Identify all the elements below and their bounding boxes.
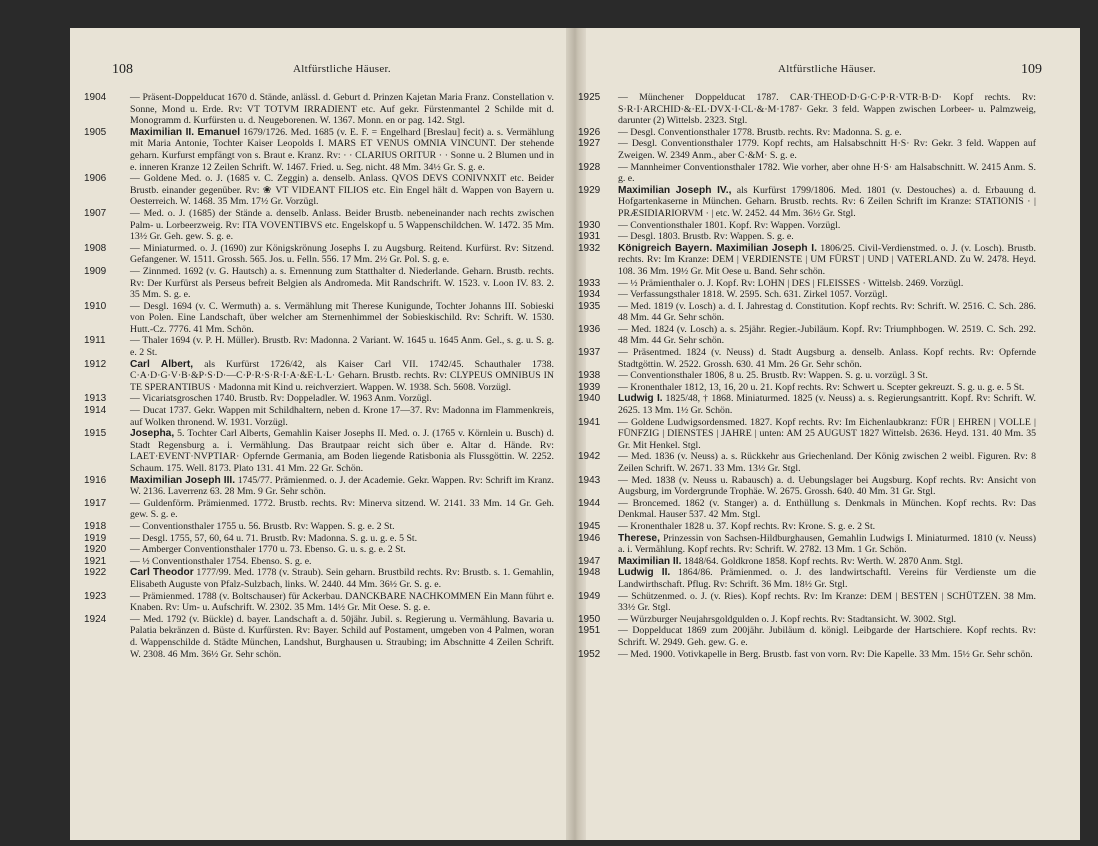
catalog-entry bbox=[84, 300, 554, 336]
catalog-entry bbox=[578, 370, 1036, 382]
entry-description: — Med. o. J. (1685) der Stände a. denselb. Anlass. Beider Brustb. nebeneinander nach rechts zwischen Palm- u. Lorbeerzweig. Rv: ITA VOVENTIBVS etc. Engelskopf u. 5 Wappenschildchen. W. 1472. 35 Mm. 13½ Gr. Geh. gew. S. g. e. bbox=[130, 207, 554, 243]
entry-number: 1932 bbox=[578, 242, 601, 254]
entry-description: — Conventionsthaler 1755 u. 56. Brustb. Rv: Wappen. S. g. e. 2 St. bbox=[130, 520, 395, 532]
catalog-entry bbox=[84, 405, 554, 428]
entry-number: 1930 bbox=[578, 219, 601, 231]
catalog-entry bbox=[578, 497, 1036, 521]
entry-number: 1944 bbox=[578, 497, 601, 509]
entry-number: 1921 bbox=[84, 555, 107, 567]
catalog-entry bbox=[578, 347, 1036, 370]
entry-description: 1806/25. Civil-Verdienstmed. o. J. (v. Losch). Brustb. rechts. Rv: Im Kranze: DEM | VERDIENSTE | UM FÜRST | UND | VATERLAND. Zu W. 2478. Heyd. 108. 36 Mm. 19½ Gr. Mit Oese u. Band. Sehr schön. bbox=[618, 242, 1036, 277]
entry-number: 1943 bbox=[578, 474, 601, 486]
entry-number: 1907 bbox=[84, 207, 107, 219]
entry-number: 1928 bbox=[578, 161, 601, 173]
entry-description: — Verfassungsthaler 1818. W. 2595. Sch. 631. Zirkel 1057. Vorzügl. bbox=[618, 289, 888, 301]
catalog-entry bbox=[578, 289, 1036, 301]
entry-description: — Präsent-Doppelducat 1670 d. Stände, anlässl. d. Geburt d. Prinzen Kajetan Maria Franz. Constellation v. Sonne, Mond u. Erde. Rv: VT TOTVM IRRADIENT etc. Auf gekr. Fürstenmantel 2 Schilde mit d. Monogramm d. Kurfürsten u. d. Neugeborenen. W. 1367. Monn. en or pag. 142. Stgl. bbox=[130, 92, 554, 127]
catalog-entry bbox=[84, 265, 554, 301]
entry-number: 1915 bbox=[84, 428, 107, 440]
entry-description: — Vicariatsgroschen 1740. Brustb. Rv: Doppeladler. W. 1963 Anm. Vorzügl. bbox=[130, 393, 432, 405]
entry-number: 1942 bbox=[578, 451, 601, 463]
entry-description: — Prämienmed. 1788 (v. Boltschauser) für Ackerbau. DANCKBARE NACHKOMMEN Ein Mann führt e. Knaben. Rv: Um- u. Aufschrift. W. 2302. 35 Mm. 14½ Gr. Mit Oese. S. g. e. bbox=[130, 590, 554, 614]
entry-number: 1931 bbox=[578, 231, 601, 243]
entry-number: 1905 bbox=[84, 126, 107, 138]
catalog-entry bbox=[84, 393, 554, 405]
entry-number: 1922 bbox=[84, 567, 107, 579]
entry-number: 1925 bbox=[578, 92, 601, 103]
catalog-entry bbox=[578, 138, 1036, 161]
left-page-header bbox=[112, 62, 554, 92]
entry-description: — Miniaturmed. o. J. (1690) zur Königskrönung Josephs I. zu Augsburg. Reitend. Kurfürst. Rv: Sitzend. Gefangener. W. 1511. Grossh. 565. Jos. u. Felln. 556. 17 Mm. 2½ Gr. Pol. S. g. e. bbox=[130, 242, 554, 266]
entry-ruler-name: Maximilian II. Emanuel bbox=[130, 126, 241, 138]
catalog-entry bbox=[578, 231, 1036, 243]
entry-number: 1934 bbox=[578, 289, 601, 301]
entry-number: 1949 bbox=[578, 590, 601, 602]
entry-ruler-name: Therese, bbox=[618, 532, 660, 544]
entry-description: — Med. 1824 (v. Losch) a. s. 25jähr. Regier.-Jubiläum. Kopf. Rv: Triumphbogen. W. 2519. C. Sch. 292. 48 Mm. 44 Gr. Sehr schön. bbox=[618, 323, 1036, 347]
entry-number: 1924 bbox=[84, 613, 107, 625]
entry-description: 1825/48, † 1868. Miniaturmed. 1825 (v. Neuss) a. s. Regierungsantritt. Kopf. Rv: Schrift. W. 2625. 13 Mm. 1½ Gr. Schön. bbox=[618, 393, 1036, 417]
catalog-entry bbox=[84, 242, 554, 266]
entry-number: 1917 bbox=[84, 497, 107, 509]
entry-number: 1946 bbox=[578, 532, 601, 544]
entry-number: 1920 bbox=[84, 544, 107, 556]
left-running-title: Altfürstliche Häuser. bbox=[293, 63, 391, 75]
entry-description: 1864/86. Prämienmed. o. J. des landwirtschaftl. Vereins für Verdienste um die Landwirthschaft. Pflug. Rv: Schrift. 36 Mm. 18½ Gr. Stgl. bbox=[618, 567, 1037, 590]
entry-description: — Broncemed. 1862 (v. Stanger) a. d. Enthüllung s. Denkmals in München. Kopf rechts. Rv: Das Denkmal. Hauser 537. 42 Mm. Stgl. bbox=[618, 497, 1036, 521]
entry-description: — Med. 1819 (v. Losch) a. d. I. Jahrestag d. Constitution. Kopf rechts. Rv: Schrift. W. 2516. C. Sch. 286. 48 Mm. 44 Gr. Sehr schön. bbox=[618, 300, 1036, 324]
entry-description: — Desgl. 1803. Brustb. Rv: Wappen. S. g. e. bbox=[618, 231, 794, 243]
catalog-entry bbox=[84, 358, 554, 394]
entry-number: 1929 bbox=[578, 184, 601, 196]
entry-description: — Goldene Ludwigsordensmed. 1827. Kopf rechts. Rv: Im Eichenlaubkranz: FÜR | EHREN | VOLLE | FÜNFZIG | DIENSTES | JAHRE | unten: AM 25 AUGUST 1827 Wittelsb. 2636. Heyd. 131. 40 Mm. 35 Gr. Mit Henkel. Stgl. bbox=[618, 416, 1036, 451]
entry-description: — Desgl. 1755, 57, 60, 64 u. 71. Brustb. Rv: Madonna. S. g. u. g. e. 5 St. bbox=[130, 532, 418, 544]
entry-number: 1933 bbox=[578, 277, 601, 289]
entry-number: 1941 bbox=[578, 416, 601, 428]
catalog-entry bbox=[578, 381, 1036, 394]
entry-number: 1914 bbox=[84, 405, 107, 417]
entry-description: — Ducat 1737. Gekr. Wappen mit Schildhaltern, neben d. Krone 17—37. Rv: Madonna im Flammenkreis, auf Wolken thronend. W. 1931. Vorzügl. bbox=[130, 405, 554, 428]
entry-number: 1908 bbox=[84, 242, 107, 254]
entry-description: — Med. 1836 (v. Neuss) a. s. Rückkehr aus Griechenland. Der König zwischen 2 weibl. Figuren. Rv: 8 Zeilen Schrift. W. 2671. 33 Mm. 13½ Gr. Stgl. bbox=[618, 451, 1036, 474]
entry-description: — Conventionsthaler 1801. Kopf. Rv: Wappen. Vorzügl. bbox=[618, 219, 841, 231]
catalog-entry bbox=[578, 92, 1036, 127]
left-page bbox=[70, 28, 572, 840]
entry-description: 5. Tochter Carl Alberts, Gemahlin Kaiser Josephs II. Med. o. J. (1765 v. Körnlein u. Busch) d. Stadt Regensburg a. i. Vermählung. Das Brautpaar reicht sich über e. Altar d. Hände. Rv: LAET·EVENT·NVPTIAR· Opfernde Germania, am Boden liegende Ratisbonia als Flussgöttin. W. 2252. Schaum. 175. Well. 8173. Plato 131. 41 Mm. 22 Gr. Schön. bbox=[130, 428, 554, 474]
catalog-entry bbox=[578, 300, 1036, 324]
entry-number: 1950 bbox=[578, 613, 601, 625]
open-book bbox=[70, 28, 1080, 840]
entry-description: — Kronenthaler 1812, 13, 16, 20 u. 21. Kopf rechts. Rv: Schwert u. Scepter gekreuzt. S. g. u. g. e. 5 St. bbox=[618, 381, 1025, 393]
entry-number: 1919 bbox=[84, 532, 107, 544]
entry-description: als Kurfürst 1726/42, als Kaiser Carl VII. 1742/45. Schauthaler 1738. C·A·D·G·V·B·&P·S·D·—C·P·R·S·R·I·A·&E·L·L· Geharn. Brustb. rechts. Rv: CLYPEUS OMNIBUS IN TE SPERANTIBUS · Madonna mit Kind u. reichverziert. Wappen. W. 1938. Sch. 5608. Vorzügl. bbox=[130, 358, 554, 393]
entry-description: 1777/99. Med. 1778 (v. Straub). Sein geharn. Brustbild rechts. Rv: Brustb. s. 1. Gemahlin, Elisabeth Auguste von Pfalz-Sulzbach, links. W. 2440. 44 Mm. 36½ Gr. S. g. e. bbox=[130, 567, 554, 590]
catalog-entry bbox=[578, 126, 1036, 139]
catalog-entry bbox=[84, 544, 554, 556]
catalog-entry bbox=[578, 416, 1036, 452]
catalog-entry bbox=[84, 428, 554, 474]
entry-ruler-name: Maximilian II. bbox=[618, 555, 682, 567]
entry-number: 1939 bbox=[578, 381, 601, 393]
catalog-entry bbox=[578, 219, 1036, 232]
entry-description: — Med. 1792 (v. Bückle) d. bayer. Landschaft a. d. 50jähr. Jubil. s. Regierung u. Vermählung. Bavaria u. Palatia bekränzen d. Büste d. Kurfürsten. Rv: Bayer. Schild auf Postament, umgeben von 4 Palmen, woran d. Wappenschilde d. Städte München, Landshut, Burghausen u. Straubing; im Abschnitte 4 Zeilen Schrift. W. 2308. 46 Mm. 36½ Gr. Sehr schön. bbox=[130, 613, 554, 660]
catalog-entry bbox=[84, 532, 554, 545]
entry-number: 1948 bbox=[578, 567, 601, 579]
entry-description: — Zinnmed. 1692 (v. G. Hautsch) a. s. Ernennung zum Statthalter d. Niederlande. Geharn. Brustb. rechts. Rv: Der Kurfürst als Perseus befreit Belgien als Andromeda. Mit Randschrift. W. 1523. v. Loon IV. 83. 2. 35 Mm. S. g. e. bbox=[130, 265, 554, 301]
catalog-entry bbox=[578, 161, 1036, 185]
catalog-entry bbox=[578, 242, 1036, 278]
entry-number: 1916 bbox=[84, 474, 107, 486]
entry-description: 1848/64. Goldkrone 1858. Kopf rechts. Rv: Werth. W. 2870 Anm. Stgl. bbox=[681, 555, 963, 567]
catalog-entry bbox=[84, 126, 555, 173]
entry-number: 1952 bbox=[578, 648, 601, 660]
entry-description: — Mannheimer Conventionsthaler 1782. Wie vorher, aber ohne H·S· am Halsabschnitt. W. 2415 Anm. S. g. e. bbox=[618, 161, 1036, 185]
entry-ruler-name: Josepha, bbox=[130, 428, 175, 440]
catalog-entry bbox=[84, 520, 554, 533]
catalog-entry bbox=[578, 520, 1036, 533]
entry-description: — Thaler 1694 (v. P. H. Müller). Brustb. Rv: Madonna. 2 Variant. W. 1645 u. 1645 Anm. Gel., s. g. u. S. g. e. 2 St. bbox=[130, 335, 554, 359]
entry-number: 1912 bbox=[84, 358, 107, 370]
entry-number: 1910 bbox=[84, 300, 107, 312]
catalog-entry bbox=[84, 567, 554, 590]
entry-description: — Würzburger Neujahrsgoldgulden o. J. Kopf rechts. Rv: Stadtansicht. W. 3002. Stgl. bbox=[618, 613, 957, 625]
entry-description: — Doppelducat 1869 zum 200jähr. Jubiläum d. königl. Leibgarde der Hartschiere. Kopf rechts. Rv: Schrift. W. 2949. Geh. gew. G. e. bbox=[618, 625, 1036, 648]
entry-description: — Kronenthaler 1828 u. 37. Kopf rechts. Rv: Krone. S. g. e. 2 St. bbox=[618, 520, 876, 532]
entry-ruler-name: Königreich Bayern. Maximilian Joseph I. bbox=[618, 242, 817, 254]
catalog-entry bbox=[578, 648, 1036, 661]
catalog-entry bbox=[578, 474, 1036, 498]
catalog-entry bbox=[578, 184, 1036, 220]
entry-description: — Schützenmed. o. J. (v. Ries). Kopf rechts. Rv: Im Kranze: DEM | BESTEN | SCHÜTZEN. 38 Mm. 33½ Gr. Stgl. bbox=[618, 590, 1036, 614]
entry-number: 1936 bbox=[578, 323, 601, 335]
entry-description: — Goldene Med. o. J. (1685 v. C. Zeggin) a. denselb. Anlass. QVOS DEVS CONIVNXIT etc. Beider Brustb. einander gegenüber. Rv: ❀ VT VIDEANT FILIOS etc. Ein Engel hält d. Wappen von Bayern u. Oesterreich. W. 1468. 35 Mm. 17½ Gr. Vorzügl. bbox=[130, 173, 554, 208]
entry-description: — Desgl. Conventionsthaler 1779. Kopf rechts, am Halsabschnitt H·S· Rv: Gekr. 3 feld. Wappen auf Zweigen. W. 2349 Anm., aber C·&M· S. g. e. bbox=[618, 138, 1036, 161]
entry-number: 1911 bbox=[84, 335, 106, 347]
entry-number: 1945 bbox=[578, 520, 601, 532]
entry-ruler-name: Carl Albert, bbox=[130, 358, 194, 370]
entry-description: — Desgl. Conventionsthaler 1778. Brustb. rechts. Rv: Madonna. S. g. e. bbox=[618, 126, 902, 138]
entry-number: 1938 bbox=[578, 370, 601, 382]
entry-description: — Präsentmed. 1824 (v. Neuss) d. Stadt Augsburg a. denselb. Anlass. Kopf rechts. Rv: Opfernde Stadtgöttin. W. 2522. Grossh. 630. 41 Mm. 26 Gr. Sehr schön. bbox=[618, 347, 1036, 370]
right-entry-list bbox=[578, 92, 1037, 660]
right-page bbox=[578, 28, 1080, 840]
entry-description: — Desgl. 1694 (v. C. Wermuth) a. s. Vermählung mit Therese Kunigunde, Tochter Johanns III. Sobieski von Polen. Eine Landschaft, über welcher am Sternenhimmel der Sobieskischild. Rv: Schrift. W. 1530. Hutt.-Cz. 7776. 41 Mm. Schön. bbox=[130, 300, 554, 335]
catalog-entry bbox=[578, 625, 1036, 648]
entry-ruler-name: Maximilian Joseph IV., bbox=[618, 184, 732, 196]
entry-number: 1951 bbox=[578, 625, 601, 637]
entry-description: 1679/1726. Med. 1685 (v. E. F. = Engelhard [Breslau] fecit) a. s. Vermählung mit Maria Antonie, Tochter Kaiser Leopolds I. MARS ET VENUS OMNIA VINCUNT. Der stehende geharn. Kurfurst empfängt von s. Braut e. Kranz. Rv: · · CLARIUS ORITUR · · Sonne u. 2 Blumen und in e. inneren Kranze 12 Zeilen Schrift. W. 1467. Fried. u. Seg. nicht. 48 Mm. 34½ Gr. S. g. e. bbox=[130, 126, 555, 173]
entry-description: als Kurfürst 1799/1806. Med. 1801 (v. Destouches) a. d. Erbauung d. Hofgartenkaserne in München. Geharn. Brustb. rechts. Rv: 6 Zeilen Schrift im Kranze: STATIONIS · | PRÆSIDIARIORVM · | etc. W. 2452. 44 Mm. 36½ Gr. Stgl. bbox=[618, 184, 1036, 219]
catalog-entry bbox=[578, 393, 1036, 417]
right-page-header bbox=[618, 62, 1042, 92]
entry-description: — Guldenförm. Prämienmed. 1772. Brustb. rechts. Rv: Minerva sitzend. W. 2141. 33 Mm. 14 Gr. Geh. gew. S. g. e. bbox=[130, 497, 554, 521]
catalog-entry bbox=[578, 555, 1036, 568]
entry-description: — Conventionsthaler 1806, 8 u. 25. Brustb. Rv: Wappen. S. g. u. vorzügl. 3 St. bbox=[618, 370, 928, 382]
entry-number: 1937 bbox=[578, 347, 601, 359]
entry-number: 1927 bbox=[578, 138, 601, 150]
catalog-entry bbox=[84, 92, 554, 127]
entry-description: 1745/77. Prämienmed. o. J. der Academie. Gekr. Wappen. Rv: Schrift im Kranz. W. 2136. Laverrenz 63. 28 Mm. 9 Gr. Sehr schön. bbox=[130, 474, 554, 498]
entry-number: 1923 bbox=[84, 590, 107, 602]
entry-description: — ½ Conventionsthaler 1754. Ebenso. S. g. e. bbox=[130, 555, 312, 567]
entry-description: Prinzessin von Sachsen-Hildburghausen, Gemahlin Ludwigs I. Miniaturmed. 1810 (v. Neuss) a. i. Vermählung. Kopf rechts. Rv: Schrift. W. 2782. 13 Mm. 1 Gr. Schön. bbox=[618, 532, 1036, 556]
entry-ruler-name: Maximilian Joseph III. bbox=[130, 474, 236, 486]
entry-number: 1913 bbox=[84, 393, 107, 405]
entry-number: 1918 bbox=[84, 520, 107, 532]
entry-description: — Med. 1900. Votivkapelle in Berg. Brustb. fast von vorn. Rv: Die Kapelle. 33 Mm. 15½ Gr. Sehr schön. bbox=[618, 648, 1033, 660]
catalog-entry bbox=[84, 555, 554, 568]
catalog-entry bbox=[578, 451, 1036, 474]
entry-ruler-name: Carl Theodor bbox=[130, 567, 194, 579]
catalog-entry bbox=[84, 474, 554, 498]
left-entry-list bbox=[84, 92, 555, 660]
entry-ruler-name: Ludwig II. bbox=[618, 567, 671, 579]
catalog-entry bbox=[578, 323, 1036, 347]
entry-number: 1909 bbox=[84, 265, 107, 277]
entry-number: 1947 bbox=[578, 555, 601, 567]
catalog-entry bbox=[578, 613, 1036, 626]
entry-number: 1906 bbox=[84, 173, 107, 185]
catalog-entry bbox=[84, 497, 554, 521]
entry-number: 1926 bbox=[578, 126, 601, 138]
catalog-entry bbox=[578, 532, 1036, 556]
entry-ruler-name: Ludwig I. bbox=[618, 393, 663, 405]
entry-description: — Med. 1838 (v. Neuss u. Rabausch) a. d. Uebungslager bei Augsburg. Kopf rechts. Rv: Ansicht von Augsburg, im Vordergrunde Trophäe. W. 2675. Grossh. 640. 40 Mm. 31 Gr. Stgl. bbox=[618, 474, 1036, 498]
entry-description: — ½ Prämienthaler o. J. Kopf. Rv: LOHN | DES | FLEISSES · Wittelsb. 2469. Vorzügl. bbox=[618, 277, 964, 289]
left-page-number: 108 bbox=[112, 62, 133, 77]
catalog-entry bbox=[84, 590, 554, 614]
catalog-entry bbox=[84, 173, 554, 208]
catalog-entry bbox=[84, 335, 554, 359]
catalog-entry bbox=[578, 590, 1036, 614]
entry-description: — Amberger Conventionsthaler 1770 u. 73. Ebenso. G. u. s. g. e. 2 St. bbox=[130, 544, 406, 556]
entry-number: 1904 bbox=[84, 92, 107, 103]
right-page-number: 109 bbox=[1021, 62, 1042, 77]
catalog-entry bbox=[578, 567, 1037, 590]
entry-number: 1940 bbox=[578, 393, 601, 405]
catalog-entry bbox=[84, 613, 554, 660]
right-running-title: Altfürstliche Häuser. bbox=[778, 63, 876, 75]
catalog-entry bbox=[84, 207, 554, 243]
entry-number: 1935 bbox=[578, 300, 601, 312]
catalog-entry bbox=[578, 277, 1036, 290]
entry-description: — Münchener Doppelducat 1787. CAR·THEOD·D·G·C·P·R·VTR·B·D· Kopf rechts. Rv: S·R·I·ARCHID·&·EL·DVX·I·CL·&·M·1787· Gekr. 3 feld. Wappen zwischen Lorbeer- u. Palmzweig, darunter (2) Wittelsb. 2323. Stgl. bbox=[618, 92, 1036, 127]
